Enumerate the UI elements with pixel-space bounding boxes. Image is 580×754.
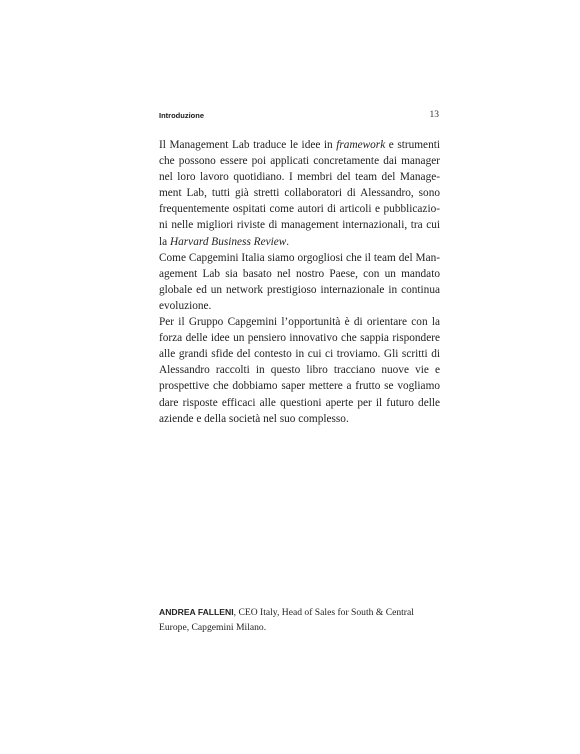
page-number: 13 <box>429 110 439 120</box>
body-text <box>159 137 440 427</box>
publication-title: Harvard Business Review <box>169 235 287 248</box>
running-header <box>159 111 439 125</box>
framework-term: framework <box>336 139 386 151</box>
paragraph-1-text-e: . <box>286 235 290 248</box>
author-details: , CEO Italy, Head of Sales for South & Central Europe, Capgemini Milano. <box>159 607 414 633</box>
author-signature <box>159 605 440 635</box>
paragraph-1-text-a: Il Management Lab traduce le idee in <box>159 139 337 151</box>
paragraph-2: Come Capgemini Italia siamo orgogliosi che il team del Management Lab sia basato nel nostro Paese, con un mandato globale ed un network prestigioso internazionale in continua evoluzione. <box>159 251 440 312</box>
section-title: Introduzione <box>159 111 204 120</box>
paragraph-3: Per il Gruppo Capgemini l’opportunità è di orientare con la forza delle idee un pensiero innovativo che sappia rispondere alle grandi sfide del contesto in cui ci troviamo. Gli scritti di Alessandro raccolti in questo libro tracciano nuove vie e prospettive che dobbiamo saper mettere a frutto se vogliamo dare risposte efficaci alle questioni aperte per il futuro delle aziende e della società nel suo complesso. <box>159 316 440 425</box>
paragraph-1 <box>159 137 440 250</box>
author-name: ANDREA FALLENI <box>159 607 234 617</box>
paragraph-1-text-c: e strumenti che possono essere poi applicati concretamente dai manager nel loro lavoro quotidiano. I membri del team del Management Lab, tutti già stretti collaboratori di Alessandro, sono frequentemente ospitati come autori di articoli e pubblicazioni nelle migliori riviste di management internazionali, tra cui la <box>159 139 440 248</box>
